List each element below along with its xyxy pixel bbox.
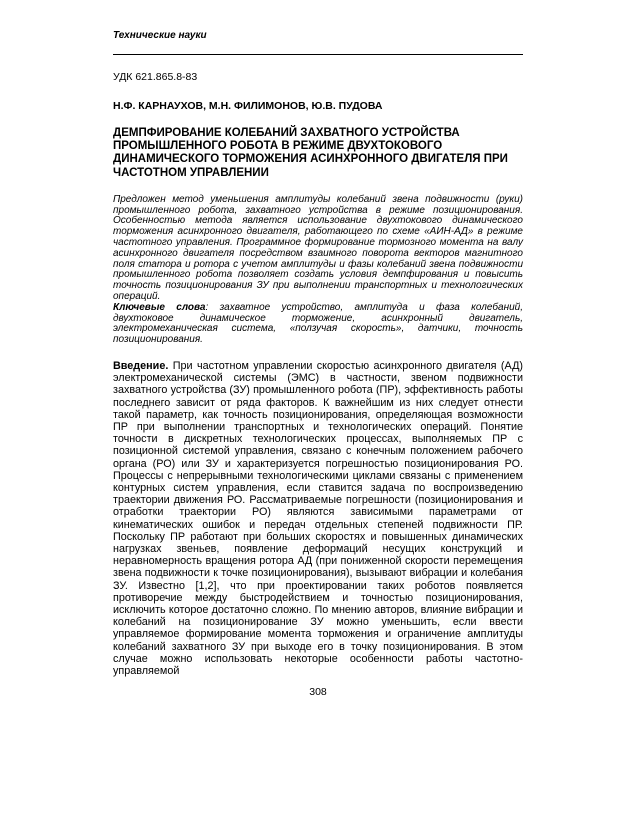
introduction-label: Введение. xyxy=(113,359,169,372)
udk-code: УДК 621.865.8-83 xyxy=(113,71,198,83)
running-head: Технические науки xyxy=(113,30,207,41)
abstract-paragraph: Предложен метод уменьшения амплитуды колебаний звена подвижности (руки) промышленного робота, захватного устройства в режиме позиционирования. Особенностью метода является использование двухтокового динамического торможения асинхронного двигателя, работающего по схеме «АИН-АД» в режиме частотного управления. Программное формирование тормозного момента на валу асинхронного двигателя посредством взаимного поворота векторов магнитного поля статора и ротора с учетом амплитуды и фазы колебаний звена подвижности промышленного робота позволяет создать условия демпфирования и повысить точность позиционирования ЗУ при выполнении транспортных и технологических операций. xyxy=(113,193,523,302)
introduction-paragraph xyxy=(113,360,523,677)
page-number: 308 xyxy=(309,686,327,699)
article-title: ДЕМПФИРОВАНИЕ КОЛЕБАНИЙ ЗАХВАТНОГО УСТРОЙСТВА ПРОМЫШЛЕННОГО РОБОТА В РЕЖИМЕ ДВУХТОКОВОГО ДИНАМИЧЕСКОГО ТОРМОЖЕНИЯ АСИНХРОННОГО ДВИГАТЕЛЯ ПРИ ЧАСТОТНОМ УПРАВЛЕНИИ xyxy=(113,127,508,179)
keywords-paragraph xyxy=(113,303,523,346)
introduction-text: При частотном управлении скоростью асинхронного двигателя (АД) электромеханической системы (ЭМС) в частности, звеном подвижности захватного устройства (ЗУ) промышленного робота (ПР), эффективность работы последнего зависит от ряда факторов. К важнейшим из них следует отнести такой параметр, как точность позиционирования, определяющая возможности ПР при выполнении транспортных и технологических операций. Понятие точности в дискретных технологических процессах, выполняемых ПР с позиционной системой управления, связано с конечным положением рабочего органа (РО) или ЗУ и характеризуется погрешностью позиционирования РО. Процессы с непрерывными технологическими циклами связаны с применением контурных систем управления, если ставится задача по воспроизведению траектории движения РО. Рассматриваемые погрешности (позиционирования и отработки траектории РО) являются зависимыми параметрами от кинематических ошибок и передач отдельных степеней подвижности ПР. Поскольку ПР работают при больших скоростях и повышенных динамических нагрузках звеньев, появление деформаций несущих конструкций и неравномерность вращения ротора АД (при пониженной скорости перемещения звена подвижности к точке позиционирования), вызывают вибрации и колебания ЗУ. Известно [1,2], что при проектировании таких роботов появляется противоречие между быстродействием и точностью позиционирования, исключить которое достаточно сложно. По мнению авторов, влияние вибрации и колебаний на позиционирование ЗУ можно уменьшить, если ввести управляемое формирование момента торможения и ограничение амплитуды колебаний захватного ЗУ при выходе его в точку позиционирования. В этом случае можно использовать некоторые особенности работы частотно-управляемой xyxy=(113,359,523,678)
keywords-text: : захватное устройство, амплитуда и фаза колебаний, двухтоковое динамическое торможение, асинхронный двигатель, электромеханическая система, «ползучая скорость», датчики, точность позиционирования. xyxy=(113,301,523,346)
authors-line: Н.Ф. КАРНАУХОВ, М.Н. ФИЛИМОНОВ, Ю.В. ПУДОВА xyxy=(113,100,383,112)
keywords-label: Ключевые слова xyxy=(113,301,206,313)
header-rule xyxy=(113,54,523,55)
